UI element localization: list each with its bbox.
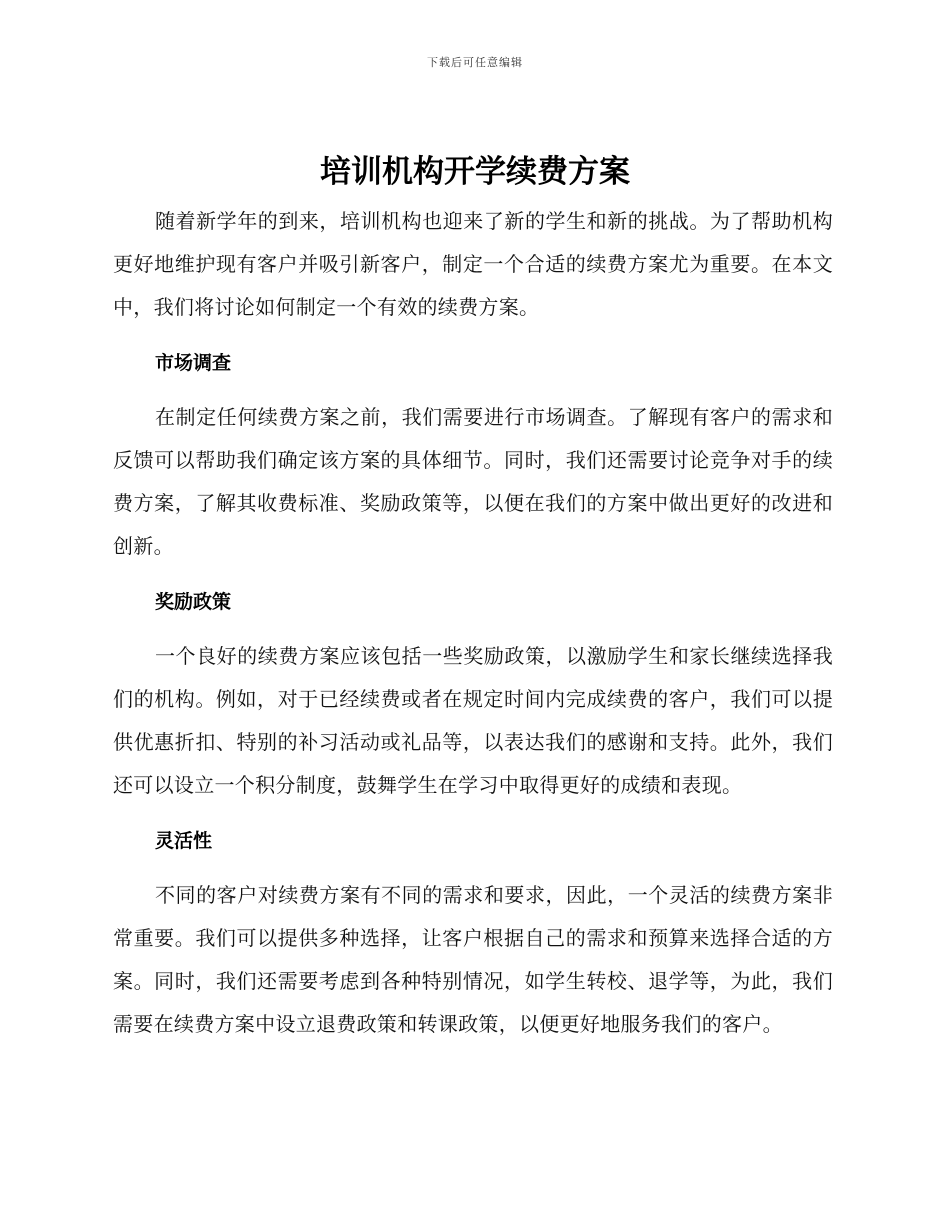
header-note: 下载后可任意编辑	[427, 56, 523, 69]
section-body-market-research: 在制定任何续费方案之前，我们需要进行市场调查。了解现有客户的需求和反馈可以帮助我们确定该方案的具体细节。同时，我们还需要讨论竞争对手的续费方案，了解其收费标准、奖励政策等，以便在我们的方案中做出更好的改进和创新。	[113, 405, 833, 558]
document-title: 培训机构开学续费方案	[320, 154, 630, 190]
section-heading-flexibility: 灵活性	[155, 830, 213, 852]
section-heading-market-research: 市场调查	[155, 352, 232, 374]
document-body	[113, 200, 833, 1046]
section-body-reward-policy: 一个良好的续费方案应该包括一些奖励政策，以激励学生和家长继续选择我们的机构。例如，对于已经续费或者在规定时间内完成续费的客户，我们可以提供优惠折扣、特别的补习活动或礼品等，以表达我们的感谢和支持。此外，我们还可以设立一个积分制度，鼓舞学生在学习中取得更好的成绩和表现。	[113, 644, 833, 797]
section-heading-reward-policy: 奖励政策	[155, 591, 232, 613]
intro-paragraph: 随着新学年的到来，培训机构也迎来了新的学生和新的挑战。为了帮助机构更好地维护现有客户并吸引新客户，制定一个合适的续费方案尤为重要。在本文中，我们将讨论如何制定一个有效的续费方案。	[113, 209, 833, 319]
section-body-flexibility: 不同的客户对续费方案有不同的需求和要求，因此，一个灵活的续费方案非常重要。我们可以提供多种选择，让客户根据自己的需求和预算来选择合适的方案。同时，我们还需要考虑到各种特别情况，如学生转校、退学等，为此，我们需要在续费方案中设立退费政策和转课政策，以便更好地服务我们的客户。	[113, 883, 833, 1036]
